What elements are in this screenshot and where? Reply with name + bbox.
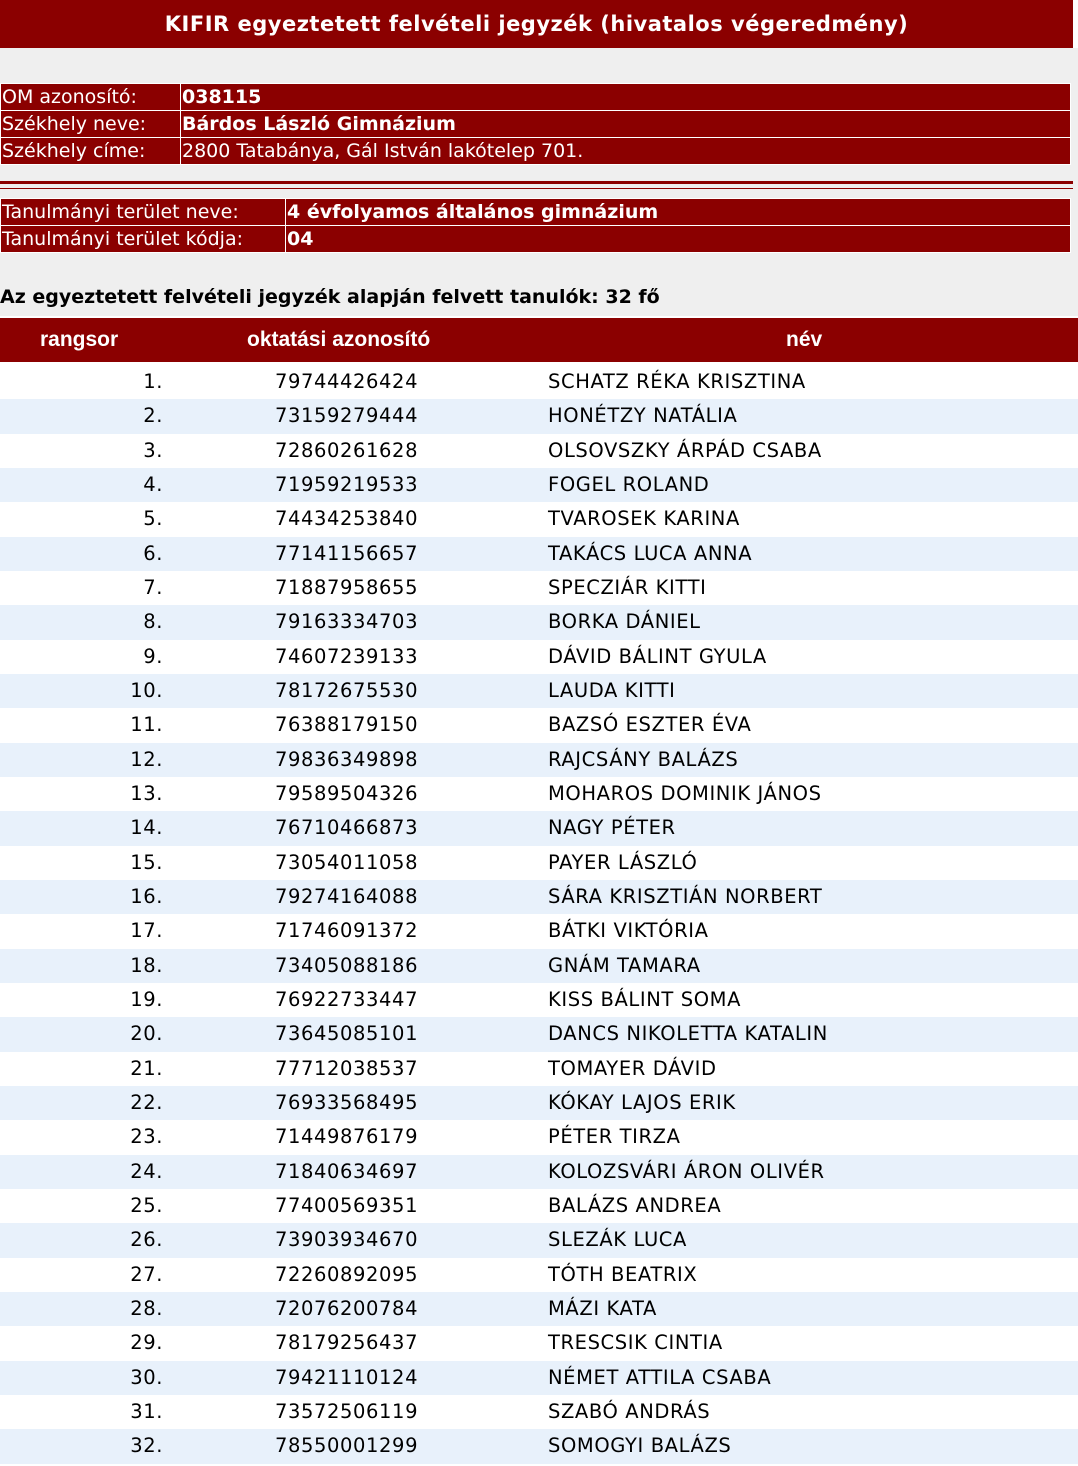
rank-cell: 13. <box>130 781 163 805</box>
rank-cell: 7. <box>143 575 163 599</box>
rank-cell: 4. <box>143 472 163 496</box>
student-name-cell: TRESCSIK CINTIA <box>548 1331 723 1355</box>
rank-cell: 10. <box>130 678 163 702</box>
rank-cell: 17. <box>130 919 163 943</box>
student-id-cell: 71840634697 <box>275 1159 419 1183</box>
rank-cell: 6. <box>143 541 163 565</box>
student-id-cell: 76388179150 <box>275 713 419 737</box>
student-name-cell: SCHATZ RÉKA KRISZTINA <box>548 370 806 393</box>
student-id-cell: 73159279444 <box>275 404 419 428</box>
student-id-cell: 72076200784 <box>275 1296 419 1320</box>
admitted-count-summary: Az egyeztetett felvételi jegyzék alapján felvett tanulók: 32 fő <box>0 286 660 308</box>
table-row <box>0 983 1078 1017</box>
student-list <box>0 365 1078 1464</box>
rank-cell: 11. <box>130 713 163 737</box>
table-row <box>0 743 1078 777</box>
rank-cell: 24. <box>130 1159 163 1183</box>
student-id-cell: 76933568495 <box>275 1090 419 1114</box>
student-id-cell: 79421110124 <box>275 1365 419 1389</box>
student-name-cell: KISS BÁLINT SOMA <box>548 987 742 1011</box>
rank-cell: 29. <box>130 1331 163 1355</box>
table-row <box>0 1155 1078 1189</box>
table-row <box>0 640 1078 674</box>
student-name-cell: RAJCSÁNY BALÁZS <box>548 747 739 771</box>
institution-address-row <box>1 138 1071 165</box>
student-id-cell: 71449876179 <box>275 1125 419 1149</box>
student-name-cell: SLEZÁK LUCA <box>548 1228 687 1252</box>
column-header-name: név <box>786 328 823 351</box>
student-name-cell: MÁZI KATA <box>548 1296 657 1320</box>
rank-cell: 19. <box>130 987 163 1011</box>
student-name-cell: LAUDA KITTI <box>548 678 676 702</box>
rank-cell: 9. <box>143 644 163 668</box>
student-id-cell: 71887958655 <box>275 575 419 599</box>
table-row <box>0 1361 1078 1395</box>
table-row <box>0 502 1078 536</box>
student-name-cell: DANCS NIKOLETTA KATALIN <box>548 1022 828 1046</box>
student-name-cell: FOGEL ROLAND <box>548 472 710 496</box>
student-name-cell: BALÁZS ANDREA <box>548 1193 722 1217</box>
study-area-code-value: 04 <box>286 226 1071 253</box>
institution-name-row <box>1 111 1071 138</box>
om-value: 038115 <box>181 84 1071 111</box>
student-id-cell: 77712038537 <box>275 1056 419 1080</box>
rank-cell: 20. <box>130 1022 163 1046</box>
student-name-cell: HONÉTZY NATÁLIA <box>548 404 738 428</box>
student-id-cell: 74434253840 <box>275 507 419 531</box>
table-row <box>0 777 1078 811</box>
student-id-cell: 76710466873 <box>275 816 419 840</box>
rank-cell: 14. <box>130 816 163 840</box>
student-name-cell: SZABÓ ANDRÁS <box>548 1399 711 1423</box>
table-row <box>0 537 1078 571</box>
student-id-cell: 73645085101 <box>275 1022 419 1046</box>
student-name-cell: PAYER LÁSZLÓ <box>548 850 698 874</box>
student-id-cell: 79836349898 <box>275 747 419 771</box>
student-name-cell: SOMOGYI BALÁZS <box>548 1434 732 1458</box>
table-row <box>0 1395 1078 1429</box>
institution-address-label: Székhely címe: <box>1 138 181 165</box>
student-id-cell: 73903934670 <box>275 1228 419 1252</box>
student-name-cell: TAKÁCS LUCA ANNA <box>548 541 753 565</box>
student-id-cell: 71746091372 <box>275 919 419 943</box>
rank-cell: 23. <box>130 1125 163 1149</box>
student-id-cell: 73054011058 <box>275 850 419 874</box>
rank-cell: 5. <box>143 507 163 531</box>
table-row <box>0 1086 1078 1120</box>
student-id-cell: 79163334703 <box>275 610 419 634</box>
student-name-cell: TÓTH BEATRIX <box>548 1262 698 1286</box>
table-row <box>0 365 1078 399</box>
rank-cell: 28. <box>130 1296 163 1320</box>
student-name-cell: PÉTER TIRZA <box>548 1125 681 1149</box>
student-list-header <box>0 318 1078 362</box>
student-name-cell: BORKA DÁNIEL <box>548 610 701 634</box>
table-row <box>0 1258 1078 1292</box>
table-row <box>0 1189 1078 1223</box>
rank-cell: 26. <box>130 1228 163 1252</box>
rank-cell: 31. <box>130 1399 163 1423</box>
student-id-cell: 79744426424 <box>275 370 419 393</box>
student-id-cell: 74607239133 <box>275 644 419 668</box>
rank-cell: 21. <box>130 1056 163 1080</box>
student-name-cell: SPECZIÁR KITTI <box>548 575 707 599</box>
page-title: KIFIR egyeztetett felvételi jegyzék (hivatalos végeredmény) <box>0 0 1073 48</box>
table-row <box>0 1052 1078 1086</box>
table-row <box>0 880 1078 914</box>
study-area-code-row <box>1 226 1071 253</box>
student-id-cell: 78179256437 <box>275 1331 419 1355</box>
institution-info-table <box>0 83 1071 165</box>
student-name-cell: SÁRA KRISZTIÁN NORBERT <box>548 884 823 908</box>
table-row <box>0 1292 1078 1326</box>
student-name-cell: BAZSÓ ESZTER ÉVA <box>548 713 752 737</box>
student-name-cell: BÁTKI VIKTÓRIA <box>548 919 709 943</box>
table-row <box>0 811 1078 845</box>
student-id-cell: 79589504326 <box>275 781 419 805</box>
institution-address-value: 2800 Tatabánya, Gál István lakótelep 701. <box>181 138 1071 165</box>
study-area-name-label: Tanulmányi terület neve: <box>1 199 286 226</box>
rank-cell: 3. <box>143 438 163 462</box>
institution-name-label: Székhely neve: <box>1 111 181 138</box>
student-id-cell: 71959219533 <box>275 472 419 496</box>
rank-cell: 16. <box>130 884 163 908</box>
table-row <box>0 949 1078 983</box>
student-id-cell: 76922733447 <box>275 987 419 1011</box>
rank-cell: 8. <box>143 610 163 634</box>
rank-cell: 12. <box>130 747 163 771</box>
table-row <box>0 674 1078 708</box>
table-row <box>0 1429 1078 1463</box>
om-label: OM azonosító: <box>1 84 181 111</box>
study-area-table <box>0 198 1071 253</box>
student-id-cell: 73405088186 <box>275 953 419 977</box>
student-name-cell: NAGY PÉTER <box>548 816 676 840</box>
student-id-cell: 77141156657 <box>275 541 419 565</box>
student-id-cell: 78172675530 <box>275 678 419 702</box>
table-row <box>0 846 1078 880</box>
student-id-cell: 72260892095 <box>275 1262 419 1286</box>
table-row <box>0 1017 1078 1051</box>
divider-line-thin <box>0 188 1073 189</box>
student-name-cell: DÁVID BÁLINT GYULA <box>548 644 767 668</box>
rank-cell: 27. <box>130 1262 163 1286</box>
study-area-code-label: Tanulmányi terület kódja: <box>1 226 286 253</box>
table-row <box>0 708 1078 742</box>
rank-cell: 25. <box>130 1193 163 1217</box>
table-row <box>0 1326 1078 1360</box>
student-name-cell: TOMAYER DÁVID <box>548 1056 717 1080</box>
table-row <box>0 468 1078 502</box>
rank-cell: 22. <box>130 1090 163 1114</box>
rank-cell: 15. <box>130 850 163 874</box>
table-row <box>0 434 1078 468</box>
table-row <box>0 1120 1078 1154</box>
student-name-cell: OLSOVSZKY ÁRPÁD CSABA <box>548 438 822 462</box>
study-area-name-value: 4 évfolyamos általános gimnázium <box>286 199 1071 226</box>
student-id-cell: 79274164088 <box>275 884 419 908</box>
student-name-cell: KOLOZSVÁRI ÁRON OLIVÉR <box>548 1159 825 1183</box>
om-row <box>1 84 1071 111</box>
table-row <box>0 605 1078 639</box>
student-name-cell: KÓKAY LAJOS ERIK <box>548 1090 736 1114</box>
rank-cell: 18. <box>130 953 163 977</box>
student-name-cell: MOHAROS DOMINIK JÁNOS <box>548 781 822 805</box>
student-name-cell: NÉMET ATTILA CSABA <box>548 1365 772 1389</box>
student-name-cell: GNÁM TAMARA <box>548 953 701 977</box>
table-row <box>0 914 1078 948</box>
rank-cell: 1. <box>143 370 163 393</box>
table-row <box>0 399 1078 433</box>
rank-cell: 32. <box>130 1434 163 1458</box>
student-id-cell: 72860261628 <box>275 438 419 462</box>
column-header-rank: rangsor <box>40 328 119 351</box>
institution-name-value: Bárdos László Gimnázium <box>181 111 1071 138</box>
rank-cell: 2. <box>143 404 163 428</box>
table-row <box>0 571 1078 605</box>
divider-line <box>0 181 1073 184</box>
rank-cell: 30. <box>130 1365 163 1389</box>
column-header-id: oktatási azonosító <box>247 328 431 351</box>
student-name-cell: TVAROSEK KARINA <box>548 507 740 531</box>
student-id-cell: 78550001299 <box>275 1434 419 1458</box>
student-id-cell: 77400569351 <box>275 1193 419 1217</box>
study-area-name-row <box>1 199 1071 226</box>
table-row <box>0 1223 1078 1257</box>
student-id-cell: 73572506119 <box>275 1399 419 1423</box>
